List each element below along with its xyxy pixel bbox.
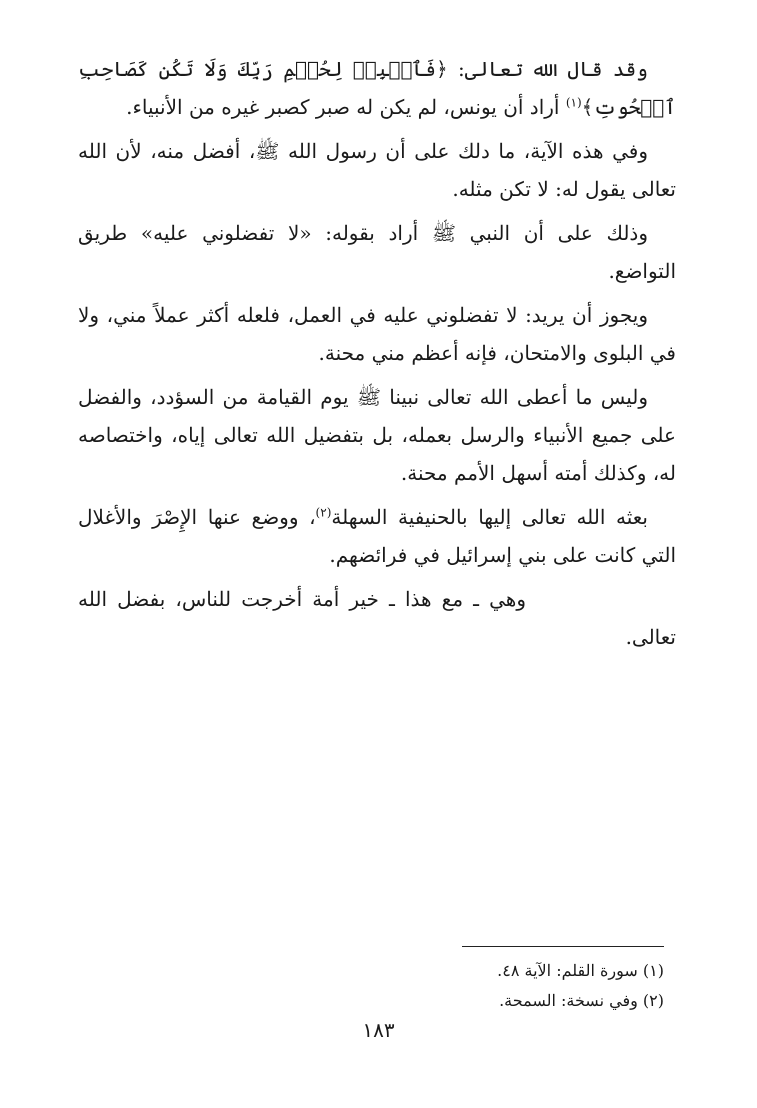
footnote-ref-1: (١)	[565, 95, 582, 110]
paragraph-6-tail: ، ووضع عنها الإِصْرَ والأغلال التي كانت على بني إسرائيل في فرائضهم.	[78, 505, 676, 567]
paragraph-4: ويجوز أن يريد: لا تفضلوني عليه في العمل، فلعله أكثر عملاً مني، ولا في البلوى والامتحان، فإنه أعظم مني محنة.	[78, 303, 676, 365]
paragraph-1	[78, 50, 676, 126]
paragraph-1-tail: أراد أن يونس، لم يكن له صبر كصبر غيره من الأنبياء.	[126, 95, 566, 119]
footnote-divider	[462, 946, 664, 947]
footnote-ref-2: (٢)	[315, 505, 332, 520]
footnote-1: (١) سورة القلم: الآية ٤٨.	[497, 961, 664, 980]
paragraph-5: وليس ما أعطى الله تعالى نبينا ﷺ يوم القيامة من السؤدد، والفضل على جميع الأنبياء والرسل بعمله، بل بتفضيل الله تعالى إياه، واختصاصه له، وكذلك أمته أسهل الأمم محنة.	[78, 385, 676, 485]
paragraph-3: وذلك على أن النبي ﷺ أراد بقوله: «لا تفضلوني عليه» طريق التواضع.	[78, 221, 676, 283]
paragraph-6-text: بعثه الله تعالى إليها بالحنيفية السهلة	[331, 505, 648, 529]
footnote-2: (٢) وفي نسخة: السمحة.	[499, 991, 664, 1010]
paragraph-7: وهي ـ مع هذا ـ خير أمة أخرجت للناس، بفضل الله تعالى.	[78, 587, 676, 649]
paragraph-2: وفي هذه الآية، ما دلك على أن رسول الله ﷺ، أفضل منه، لأن الله تعالى يقول له: لا تكن مثله.	[78, 139, 676, 201]
page-number: ١٨٣	[362, 1018, 395, 1042]
main-text	[78, 50, 676, 662]
paragraph-6	[78, 498, 676, 574]
footnotes	[300, 956, 664, 1016]
paragraph-1-text: وقد قال الله تعالى: ﴿فَٱصۡبِرۡ لِحُكۡمِ رَبِّكَ وَلَا تَكُن كَصَاحِبِ ٱلۡحُوتِ﴾	[78, 57, 676, 119]
